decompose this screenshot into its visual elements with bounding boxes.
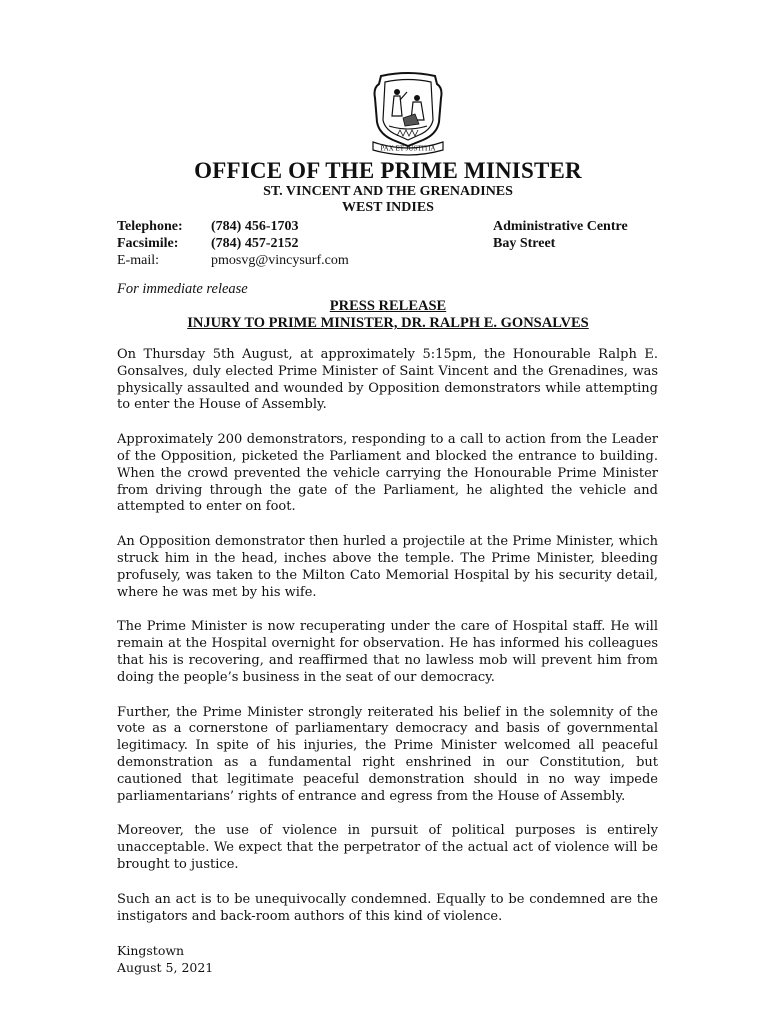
fax-value: (784) 457-2152 xyxy=(211,236,299,251)
email-value: pmosvg@vincysurf.com xyxy=(211,253,349,268)
telephone-value: (784) 456-1703 xyxy=(211,219,299,234)
office-address xyxy=(493,218,628,252)
region-name: WEST INDIES xyxy=(342,200,434,215)
office-title: OFFICE OF THE PRIME MINISTER xyxy=(194,158,582,183)
body-paragraph: Moreover, the use of violence in pursuit of political purposes is entirely unacceptable. We expect that the perpetrator of the actual act of violence will be brought to justice. xyxy=(117,823,658,872)
signoff xyxy=(117,943,213,976)
press-release-body xyxy=(117,347,658,943)
body-paragraph: Such an act is to be unequivocally condemned. Equally to be condemned are the instigators and back-room authors of this kind of violence. xyxy=(117,891,658,924)
body-paragraph: The Prime Minister is now recuperating under the care of Hospital staff. He will remain at the Hospital overnight for observation. He has informed his colleagues that his is recovering, and reaffirmed that no lawless mob will prevent him from doing the people’s business in the seat of our democracy. xyxy=(117,619,658,685)
country-name: ST. VINCENT AND THE GRENADINES xyxy=(263,184,513,199)
email-label: E-mail: xyxy=(117,253,159,268)
address-line-1: Administrative Centre xyxy=(493,219,628,234)
telephone-label: Telephone: xyxy=(117,219,183,234)
contact-values xyxy=(211,218,349,269)
signoff-date: August 5, 2021 xyxy=(117,959,214,975)
contact-labels xyxy=(117,218,183,269)
address-line-2: Bay Street xyxy=(493,236,556,251)
press-release-label: PRESS RELEASE xyxy=(329,298,447,314)
body-paragraph: An Opposition demonstrator then hurled a projectile at the Prime Minister, which struck him in the head, inches above the temple. The Prime Minister, bleeding profusely, was taken to the Milton Cato Memorial Hospital by his security detail, where he was met by his wife. xyxy=(117,534,658,600)
body-paragraph: On Thursday 5th August, at approximately 5:15pm, the Honourable Ralph E. Gonsalves, duly elected Prime Minister of Saint Vincent and the Grenadines, was physically assaulted and wounded by Opposition demonstrators while attempting to enter the House of Assembly. xyxy=(117,347,658,413)
release-note: For immediate release xyxy=(117,281,248,297)
fax-label: Facsimile: xyxy=(117,236,179,251)
crest-motto: PAX ET JUSTITIA xyxy=(380,144,436,153)
coat-of-arms-icon xyxy=(367,70,449,156)
body-paragraph: Further, the Prime Minister strongly reiterated his belief in the solemnity of the vote as a cornerstone of parliamentary democracy and basis of governmental legitimacy. In spite of his injuries, the Prime Minister welcomed all peaceful demonstration as a fundamental right enshrined in our Constitution, but cautioned that legitimate peaceful demonstration should in no way impede parliamentarians’ rights of entrance and egress from the House of Assembly. xyxy=(117,704,658,804)
press-release-title: INJURY TO PRIME MINISTER, DR. RALPH E. GONSALVES xyxy=(187,315,589,331)
signoff-place: Kingstown xyxy=(117,943,185,958)
body-paragraph: Approximately 200 demonstrators, responding to a call to action from the Leader of the Opposition, picketed the Parliament and blocked the entrance to building. When the crowd prevented the vehicle carrying the Honourable Prime Minister from driving through the gate of the Parliament, he alighted the vehicle and attempted to enter on foot. xyxy=(117,432,658,515)
